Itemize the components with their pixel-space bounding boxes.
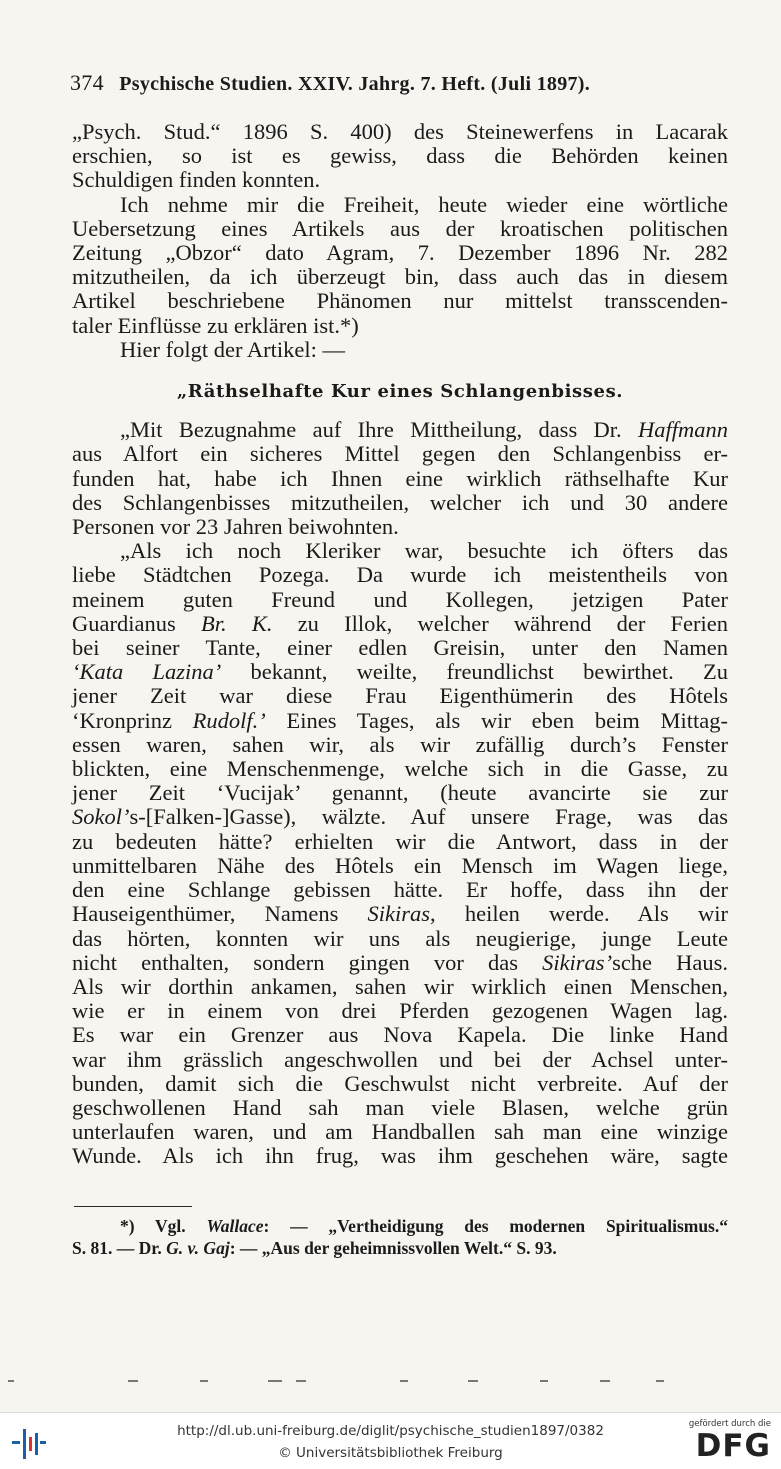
viewer-footer xyxy=(0,1412,781,1469)
text-line: war ihm grässlich angeschwollen und bei der Achsel unter- xyxy=(72,1046,728,1072)
section-title: „Räthselhafte Kur eines Schlangenbisses. xyxy=(176,381,624,403)
text-line: Als wir dorthin ankamen, sahen wir wirklich einen Menschen, xyxy=(72,973,728,999)
text-line: ‘Kronprinz Rudolf.’ Eines Tages, als wir eben beim Mittag- xyxy=(72,707,729,733)
body-text xyxy=(72,120,728,1169)
text-line: geschwollenen Hand sah man viele Blasen, welche grün xyxy=(72,1094,728,1120)
dfg-logo xyxy=(688,1419,771,1465)
text-line: Personen vor 23 Jahren beiwohnten. xyxy=(72,514,399,540)
text-line: meinem guten Freund und Kollegen, jetzigen Pater xyxy=(72,586,728,612)
text-line: „Psych. Stud.“ 1896 S. 400) des Steinewerfens in Lacarak xyxy=(72,119,728,144)
text-line: Hauseigenthümer, Namens Sikiras, heilen werde. Als wir xyxy=(72,901,728,927)
text-line: Es war ein Grenzer aus Nova Kapela. Die linke Hand xyxy=(72,1022,728,1048)
running-title: Psychische Studien. XXIV. Jahrg. 7. Heft. (Juli 1897). xyxy=(119,73,591,95)
text-line: Uebersetzung eines Artikels aus der kroatischen politischen xyxy=(72,215,728,241)
footnote xyxy=(72,1215,728,1259)
person-name: Sokol’ xyxy=(72,804,130,830)
text-line: Ich nehme mir die Freiheit, heute wieder eine wörtliche xyxy=(120,191,728,217)
person-name: Sikiras’ xyxy=(542,949,613,975)
scan-edge-marks xyxy=(0,1380,781,1384)
text-line: „Mit Bezugnahme auf Ihre Mittheilung, dass Dr. Haffmann xyxy=(120,417,729,443)
person-name: Haffmann xyxy=(638,417,729,443)
text-line: blickten, eine Menschenmenge, welche sich in die Gasse, zu xyxy=(72,756,728,782)
text-line: essen waren, sahen wir, als wir zufällig durch’s Fenster xyxy=(72,731,728,757)
person-name: Br. K. xyxy=(200,610,273,636)
person-name: Sikiras xyxy=(367,901,431,927)
footnote-line: S. 81. — Dr. G. v. Gaj: — „Aus der geheimnissvollen Welt.“ S. 93. xyxy=(72,1238,557,1258)
person-name: Wallace xyxy=(206,1216,264,1236)
person-name: G. v. Gaj xyxy=(166,1238,230,1258)
dfg-logo-text: DFG xyxy=(695,1428,771,1464)
text-line: Hier folgt der Artikel: — xyxy=(120,336,345,362)
text-line: bei seiner Tante, einer edlen Greisin, unter den Namen xyxy=(72,635,728,661)
text-line: bunden, damit sich die Geschwulst nicht verbreite. Auf der xyxy=(72,1070,728,1096)
text-line: taler Einflüsse zu erklären ist.*) xyxy=(72,312,359,338)
text-line: mitzutheilen, da ich überzeugt bin, dass auch das in diesem xyxy=(72,264,728,290)
text-line: Artikel beschriebene Phänomen nur mittelst transscenden- xyxy=(72,288,728,314)
text-line: aus Alfort ein sicheres Mittel gegen den Schlangenbiss er- xyxy=(72,441,728,467)
text-line: Schuldigen finden konnten. xyxy=(72,167,321,193)
dfg-caption: gefördert durch die xyxy=(688,1419,771,1429)
text-line: Wunde. Als ich ihn frug, was ihm geschehen wäre, sagte xyxy=(72,1143,728,1169)
text-line: den eine Schlange gebissen hätte. Er hoffe, dass ihn der xyxy=(72,877,728,903)
text-line: erschien, so ist es gewiss, dass die Behörden keinen xyxy=(72,143,728,169)
text-line: funden hat, habe ich Ihnen eine wirklich räthselhafte Kur xyxy=(72,465,728,491)
text-line: liebe Städtchen Pozega. Da wurde ich meistentheils von xyxy=(72,562,728,588)
text-line: Zeitung „Obzor“ dato Agram, 7. Dezember 1896 Nr. 282 xyxy=(72,240,728,266)
page-number: 374 xyxy=(70,70,104,95)
text-line: „Als ich noch Kleriker war, besuchte ich öfters das xyxy=(120,538,728,564)
footnote-rule xyxy=(74,1206,192,1207)
permalink-url[interactable]: http://dl.ub.uni-freiburg.de/diglit/psychische_studien1897/0382 xyxy=(177,1423,604,1439)
footnote-line: *) Vgl. Wallace: — „Vertheidigung des modernen Spiritualismus.“ xyxy=(120,1216,728,1236)
person-name: Rudolf.’ xyxy=(192,707,266,733)
text-line: das hörten, konnten wir uns als neugierige, junge Leute xyxy=(72,925,728,951)
text-line: wie er in einem von drei Pferden gezogenen Wagen lag. xyxy=(72,998,728,1024)
copyright-notice: © Universitätsbibliothek Freiburg xyxy=(278,1445,503,1461)
text-line: unterlaufen waren, und am Handballen sah man eine winzige xyxy=(72,1119,728,1145)
person-name: ‘Kata Lazina’ xyxy=(72,659,222,685)
text-line: zu bedeuten hätte? erhielten wir die Antwort, dass in der xyxy=(72,828,728,854)
text-line: jener Zeit ‘Vucijak’ genannt, (heute avancirte sie zur xyxy=(72,780,728,806)
text-line: des Schlangenbisses mitzutheilen, welcher ich und 30 andere xyxy=(72,489,728,515)
text-line: jener Zeit war diese Frau Eigenthümerin des Hôtels xyxy=(72,683,728,709)
text-line: ‘Kata Lazina’ bekannt, weilte, freundlichst bewirthet. Zu xyxy=(72,659,729,685)
text-line: Guardianus Br. K. zu Illok, welcher während der Ferien xyxy=(72,610,729,636)
text-line: Sokol’s-[Falken-]Gasse), wälzte. Auf unsere Frage, was das xyxy=(72,804,728,830)
text-line: nicht enthalten, sondern gingen vor das Sikiras’sche Haus. xyxy=(72,949,728,975)
page-header xyxy=(70,70,730,96)
text-line: unmittelbaren Nähe des Hôtels ein Mensch im Wagen liege, xyxy=(72,852,728,878)
